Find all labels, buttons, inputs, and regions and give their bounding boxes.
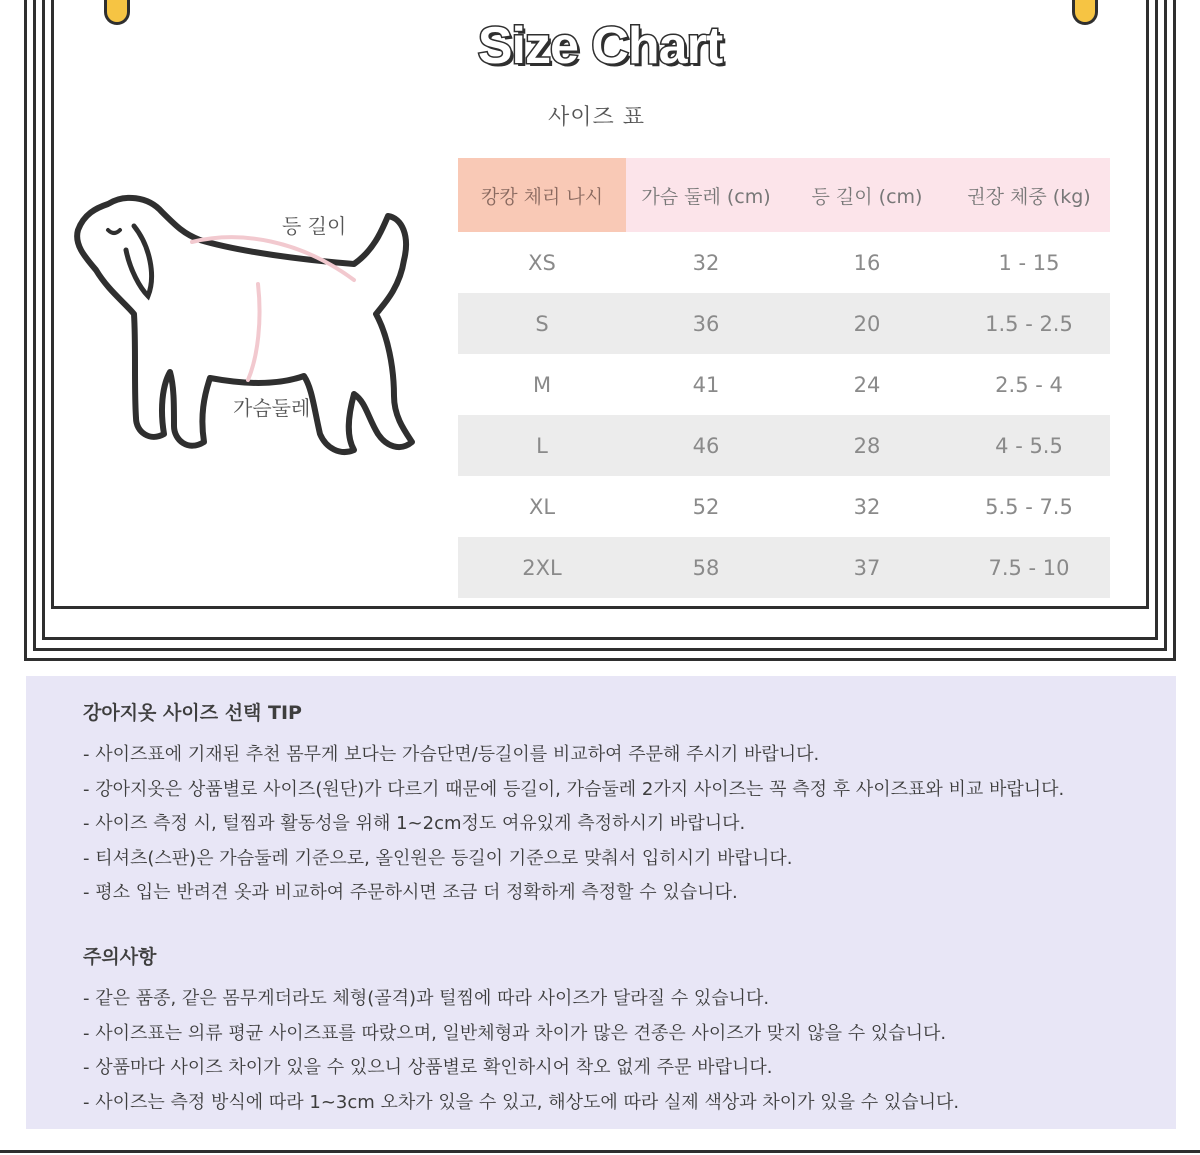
dog-eye — [108, 230, 120, 233]
header-back-length: 등 길이 (cm) — [786, 158, 948, 232]
list-item: - 상품마다 사이즈 차이가 있을 수 있으니 상품별로 확인하시어 착오 없게 주문 바랍니다. — [83, 1057, 773, 1078]
chest-cell: 36 — [626, 293, 786, 354]
chest-cell: 41 — [692, 372, 720, 397]
table-row — [458, 293, 1110, 354]
page-title: Size Chart — [477, 17, 723, 75]
list-item: - 같은 품종, 같은 몸무게더라도 체형(골격)과 털찜에 따라 사이즈가 달라질 수 있습니다. — [83, 988, 770, 1009]
table-row — [458, 537, 1110, 598]
weight-cell: 7.5 - 10 — [948, 537, 1110, 598]
weight-cell: 1 - 15 — [998, 250, 1060, 275]
bottom-divider — [0, 1150, 1200, 1153]
header-product-name: 캉캉 체리 나시 — [458, 158, 626, 232]
list-item: - 사이즈표에 기재된 추천 몸무게 보다는 가슴단면/등길이를 비교하여 주문해 주시기 바랍니다. — [83, 744, 820, 765]
back-length-cell: 24 — [853, 372, 881, 397]
cautions-list — [83, 982, 959, 1120]
chest-cell: 32 — [692, 250, 720, 275]
table-row — [458, 354, 1110, 415]
chest-cell: 58 — [626, 537, 786, 598]
size-cell: L — [458, 415, 626, 476]
cautions-title: 주의사항 — [83, 946, 157, 968]
back-length-cell: 32 — [853, 494, 881, 519]
page-subtitle: 사이즈 표 — [548, 105, 646, 130]
back-length-cell: 20 — [786, 293, 948, 354]
weight-cell: 2.5 - 4 — [995, 372, 1063, 397]
table-row — [458, 232, 1110, 293]
dog-measurement-illustration — [64, 190, 444, 470]
weight-cell: 4 - 5.5 — [948, 415, 1110, 476]
size-cell: XL — [528, 494, 556, 519]
table-row — [458, 415, 1110, 476]
back-length-cell: 37 — [786, 537, 948, 598]
list-item: - 사이즈는 측정 방식에 따라 1~3cm 오차가 있을 수 있고, 해상도에 따라 실제 색상과 차이가 있을 수 있습니다. — [83, 1091, 960, 1113]
list-item: - 평소 입는 반려견 옷과 비교하여 주문하시면 조금 더 정확하게 측정할 수 있습니다. — [83, 882, 738, 903]
size-cell: 2XL — [458, 537, 626, 598]
size-table — [458, 158, 1110, 598]
size-cell: XS — [528, 250, 556, 275]
tips-list — [83, 738, 1064, 911]
table-header-row — [458, 158, 1110, 232]
size-cell: S — [458, 293, 626, 354]
tips-title: 강아지옷 사이즈 선택 TIP — [83, 702, 302, 724]
header-weight: 권장 체중 (kg) — [948, 158, 1110, 232]
size-cell: M — [532, 372, 552, 397]
list-item: - 강아지옷은 상품별로 사이즈(원단)가 다르기 때문에 등길이, 가슴둘레 2가지 사이즈는 꼭 측정 후 사이즈표와 비교 바랍니다. — [83, 778, 1065, 800]
list-item: - 티셔츠(스판)은 가슴둘레 기준으로, 올인원은 등길이 기준으로 맞춰서 입히시기 바랍니다. — [83, 847, 793, 869]
notes-panel — [26, 676, 1176, 1129]
weight-cell: 5.5 - 7.5 — [985, 494, 1073, 519]
chest-girth-line — [248, 284, 260, 380]
header-chest: 가슴 둘레 (cm) — [626, 158, 786, 232]
list-item: - 사이즈표는 의류 평균 사이즈표를 따랐으며, 일반체형과 차이가 많은 견종은 사이즈가 맞지 않을 수 있습니다. — [83, 1022, 947, 1044]
back-length-label: 등 길이 — [282, 214, 347, 238]
back-length-cell: 16 — [853, 250, 881, 275]
chest-cell: 52 — [692, 494, 720, 519]
weight-cell: 1.5 - 2.5 — [948, 293, 1110, 354]
list-item: - 사이즈 측정 시, 털찜과 활동성을 위해 1~2cm정도 여유있게 측정하시기 바랍니다. — [83, 813, 746, 834]
chest-cell: 46 — [626, 415, 786, 476]
dog-ear — [126, 226, 152, 296]
back-length-cell: 28 — [786, 415, 948, 476]
chest-girth-label: 가슴둘레 — [233, 396, 311, 420]
table-row — [458, 476, 1110, 537]
